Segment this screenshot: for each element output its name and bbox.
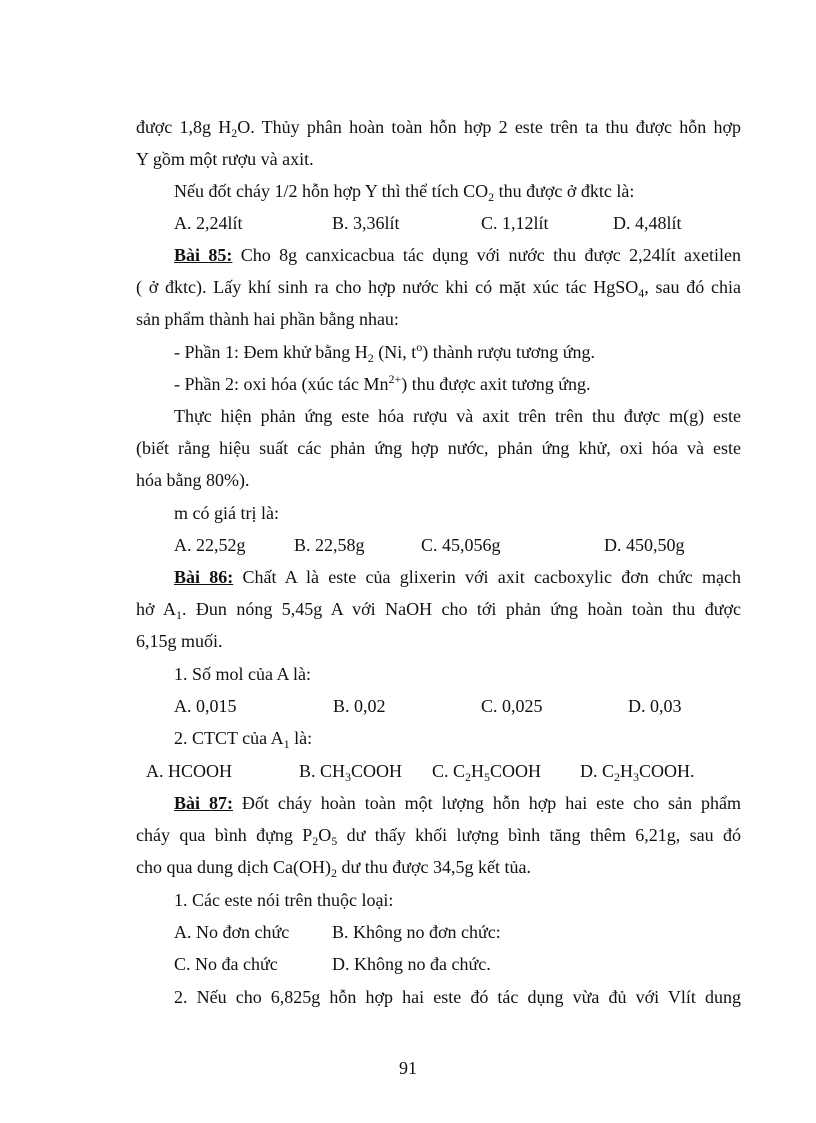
answer-option: C. No đa chức <box>174 954 278 974</box>
problem-87-line: Bài 87: Đốt cháy hoàn toàn một lượng hỗn hợp hai este cho sản phẩm <box>174 793 741 813</box>
answer-option: D. $C_2H_3COOH$. <box>580 761 695 784</box>
paragraph-line: m có giá trị là: <box>174 503 279 523</box>
problem-87-title: Bài 87: <box>174 793 233 813</box>
answer-option: B. 0,02 <box>333 696 386 716</box>
problem-86-title: Bài 86: <box>174 567 234 587</box>
paragraph-line: ( ở đktc). Lấy khí sinh ra cho hợp nước khi có mặt xúc tác HgSO$_4$, sau đó chia <box>136 277 741 300</box>
answer-option: B. $CH_3COOH$ <box>299 761 403 784</box>
question-line: 1. Số mol của A là: <box>174 664 311 684</box>
answer-option: D. 0,03 <box>628 696 682 716</box>
answer-option: D. Không no đa chức. <box>332 954 491 974</box>
answer-option: A. No đơn chức <box>174 922 290 942</box>
paragraph-line: Y gồm một rượu và axit. <box>136 149 314 169</box>
problem-85-title: Bài 85: <box>174 245 233 265</box>
paragraph-line: Nếu đốt cháy 1/2 hỗn hợp Y thì thể tích $CO_2$ thu được ở đktc là: <box>174 181 635 204</box>
answer-option: C. 0,025 <box>481 696 543 716</box>
page-number: 91 <box>399 1058 417 1078</box>
paragraph-line: cháy qua bình đựng $P_2O_5$ dư thấy khối lượng bình tăng thêm 6,21g, sau đó <box>136 825 741 848</box>
answer-option: D. 450,50g <box>604 535 685 555</box>
paragraph-line: - Phần 1: Đem khử bằng $H_2$ (Ni, $t^o$) thành rượu tương ứng. <box>174 340 596 365</box>
paragraph-line: (biết rằng hiệu suất các phản ứng hợp nước, phản ứng khử, oxi hóa và este <box>136 438 741 458</box>
answer-option: C. 45,056g <box>421 535 501 555</box>
problem-86-line: Bài 86: Chất A là este của glixerin với axit cacboxylic đơn chức mạch <box>174 567 741 587</box>
paragraph-line: Thực hiện phản ứng este hóa rượu và axit trên trên thu được m(g) este <box>174 406 741 426</box>
paragraph-line: sản phẩm thành hai phần bằng nhau: <box>136 309 399 329</box>
answer-option: C. 1,12lít <box>481 213 549 233</box>
problem-85-line: Bài 85: Cho 8g canxicacbua tác dụng với nước thu được 2,24lít axetilen <box>174 245 741 265</box>
answer-option: D. 4,48lít <box>613 213 682 233</box>
answer-option: A. 2,24lít <box>174 213 243 233</box>
answer-option: A. HCOOH <box>146 761 233 781</box>
answer-option: B. Không no đơn chức: <box>332 922 501 942</box>
question-line: 2. CTCT của $A_1$ là: <box>174 728 313 751</box>
paragraph-line: hở $A_1$. Đun nóng 5,45g A với NaOH cho tới phản ứng hoàn toàn thu được <box>136 599 741 622</box>
answer-option: C. $C_2H_5COOH$ <box>432 761 542 784</box>
answer-option: A. 22,52g <box>174 535 246 555</box>
paragraph-line: 6,15g muối. <box>136 631 223 651</box>
question-line: 2. Nếu cho 6,825g hỗn hợp hai este đó tác dụng vừa đủ với Vlít dung <box>174 987 741 1007</box>
question-line: 1. Các este nói trên thuộc loại: <box>174 890 394 910</box>
paragraph-line: được 1,8g $H_2O$. Thủy phân hoàn toàn hỗn hợp 2 este trên ta thu được hỗn hợp <box>136 117 741 140</box>
paragraph-line: hóa bằng 80%). <box>136 470 250 490</box>
paragraph-line: cho qua dung dịch $Ca(OH)_2$ dư thu được 34,5g kết tủa. <box>136 857 531 880</box>
paragraph-line: - Phần 2: oxi hóa (xúc tác $Mn^{2+}$) thu được axit tương ứng. <box>174 372 591 394</box>
answer-option: A. 0,015 <box>174 696 237 716</box>
answer-option: B. 22,58g <box>294 535 365 555</box>
answer-option: B. 3,36lít <box>332 213 400 233</box>
